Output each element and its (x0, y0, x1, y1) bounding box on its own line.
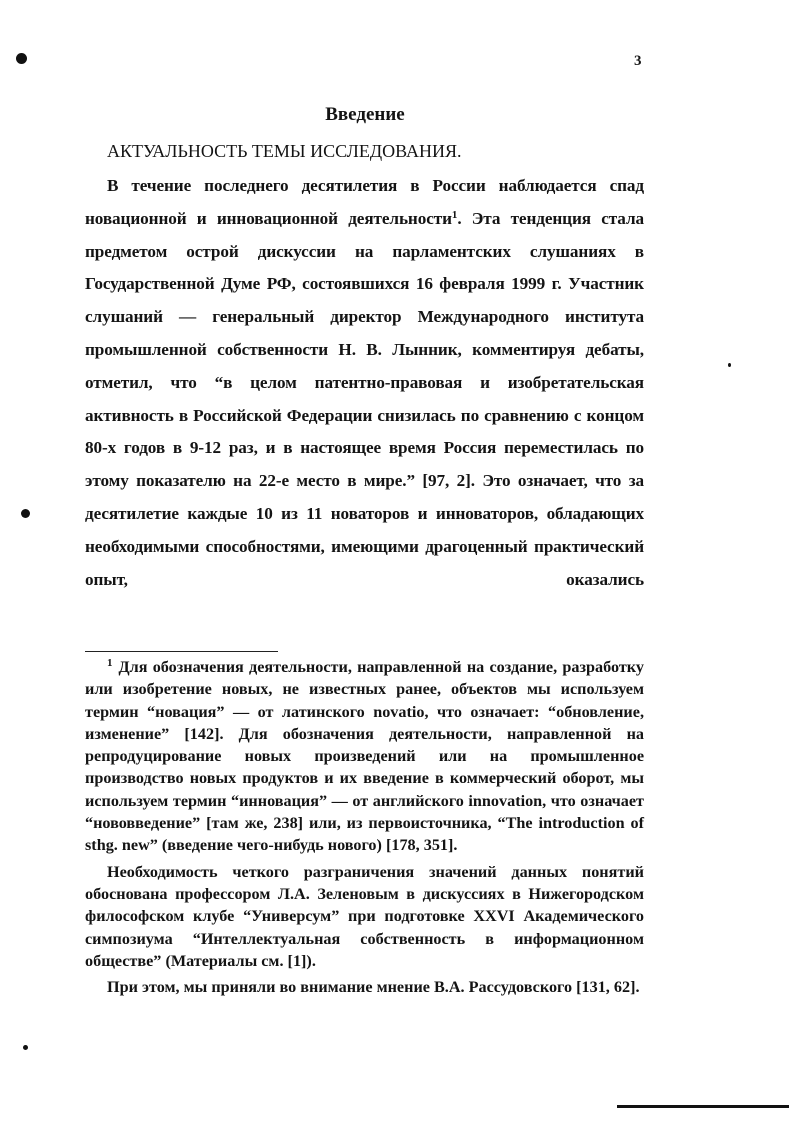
footnote-paragraph: При этом, мы приняли во внимание мнение В.А. Рассудовского [131, 62]. (107, 978, 640, 997)
footnote-mark: 1 (107, 657, 113, 669)
scan-speck (23, 1045, 28, 1050)
scan-edge-line (617, 1105, 789, 1108)
section-subheading: АКТУАЛЬНОСТЬ ТЕМЫ ИССЛЕДОВАНИЯ. (107, 141, 462, 161)
scan-hole-mark (16, 53, 27, 64)
footnote-block (85, 656, 644, 998)
section-heading: Введение (325, 104, 405, 125)
footnote-paragraph: Необходимость четкого разграничения значений данных понятий обоснована профессором Л.А. Зеленовым в дискуссиях в Нижегородском философском клубе “Универсум” при подготовке XXVI Академического симпозиума “Интеллектуальная собственность в информационном обществе” (Материалы см. [1]). (85, 862, 644, 970)
body-paragraph (85, 170, 644, 596)
page-number: 3 (634, 53, 642, 69)
scan-hole-mark (21, 509, 30, 518)
footnote-paragraph (85, 656, 644, 857)
scan-speck (728, 363, 731, 367)
body-text-part1: В течение последнего десятилетия в России наблюдается спад новационной и инновационной деятельности (85, 176, 644, 228)
footnote-text: Для обозначения деятельности, направленной на создание, разработку или изобретение новых, не известных ранее, объектов мы используем термин “новация” — от латинского novatio, что означает: “обновление, изменение” [142]. Для обозначения деятельности, направленной на репродуцирование новых произведений или на промышленное производство новых продуктов и их введение в коммерческий оборот, мы используем термин “инновация” — от английского innovation, что означает “нововведение” [там же, 238] или, из первоисточника, “The introduction of sthg. new” (введение чего-нибудь нового) [178, 351]. (85, 658, 644, 855)
body-text-part2: . Эта тенденция стала предметом острой дискуссии на парламентских слушаниях в Государственной Думе РФ, состоявшихся 16 февраля 1999 г. Участник слушаний — генеральный директор Международного института промышленной собственности Н. В. Лынник, комментируя дебаты, отметил, что “в целом патентно-правовая и изобретательская активность в Российской Федерации снизилась по сравнению с концом 80-х годов в 9-12 раз, и в настоящее время Россия переместилась по этому показателю на 22-е место в мире.” [97, 2]. Это означает, что за десятилетие каждые 10 из 11 новаторов и инноваторов, обладающих необходимыми способностями, имеющими драгоценный практический опыт, оказались (85, 208, 644, 589)
footnote-reference[interactable]: 1 (451, 208, 458, 221)
footnote-separator (85, 651, 278, 652)
